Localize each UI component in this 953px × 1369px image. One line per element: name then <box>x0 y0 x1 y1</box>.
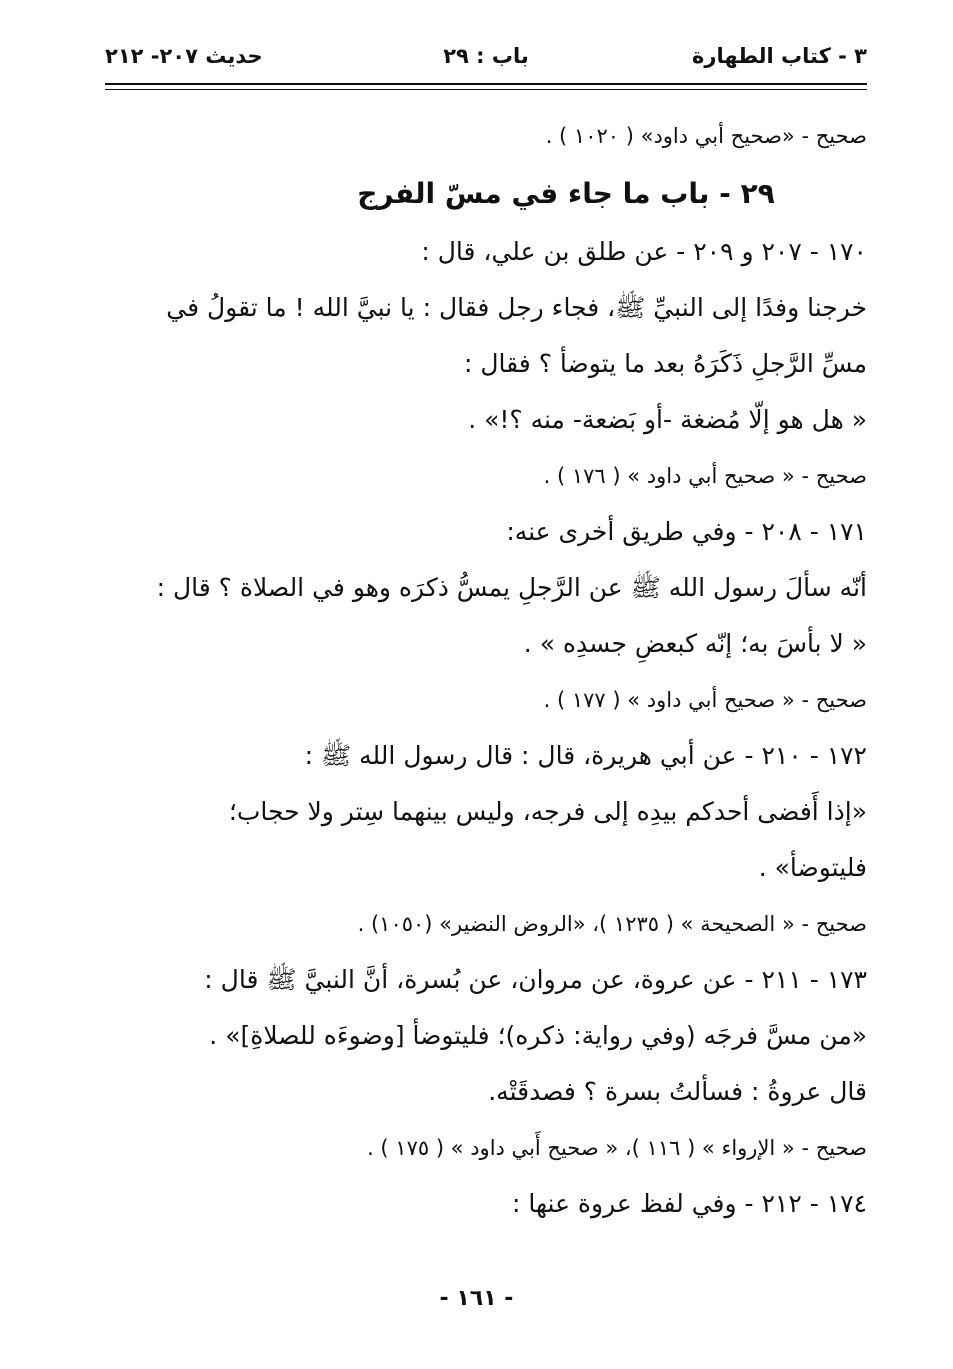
header-hadith-range: حديث ٢٠٧- ٢١٢ <box>105 44 263 68</box>
hadith-172-text-1: «إذا أَفضى أحدكم بيدِه إلى فرجه، وليس بينهما سِتر ولا حجاب؛ <box>228 797 867 826</box>
hadith-172-intro: ١٧٢ - ٢١٠ - عن أبي هريرة، قال : قال رسول الله ﷺ : <box>304 741 867 770</box>
section-heading: ٢٩ - باب ما جاء في مسّ الفرج <box>357 177 775 210</box>
hadith-174-intro: ١٧٤ - ٢١٢ - وفي لفظ عروة عنها : <box>512 1189 867 1218</box>
grading-line: صحيح - «صحيح أبي داود» ( ١٠٢٠ ) . <box>545 124 867 148</box>
hadith-170-text-3: « هل هو إلّا مُضغة -أو بَضعة- منه ؟!» . <box>468 405 867 434</box>
hadith-173-text-1: «من مسَّ فرجَه (وفي رواية: ذكره)؛ فليتوضأ [وضوءَه للصلاةِ]» . <box>209 1021 867 1050</box>
hadith-171-intro: ١٧١ - ٢٠٨ - وفي طريق أخرى عنه: <box>506 517 867 546</box>
header-rule-thick <box>105 83 867 85</box>
hadith-173-text-2: قال عروةُ : فسألتُ بسرة ؟ فصدقَتْه. <box>488 1077 867 1106</box>
grading-171: صحيح - « صحيح أبي داود » ( ١٧٧ ) . <box>543 688 867 712</box>
grading-172: صحيح - « الصحيحة » ( ١٢٣٥ )، «الروض النضير» (١٠٥٠) . <box>357 912 867 936</box>
page-number: - ١٦١ - <box>439 1286 514 1311</box>
grading-170: صحيح - « صحيح أبي داود » ( ١٧٦ ) . <box>543 464 867 488</box>
hadith-172-text-2: فليتوضأ» . <box>758 853 867 882</box>
hadith-170-intro: ١٧٠ - ٢٠٧ و ٢٠٩ - عن طلق بن علي، قال : <box>421 237 867 266</box>
header-section: باب : ٢٩ <box>443 44 529 68</box>
header-rule-thin <box>105 89 867 90</box>
page-body <box>105 108 867 1232</box>
hadith-173-intro: ١٧٣ - ٢١١ - عن عروة، عن مروان، عن بُسرة، أنَّ النبيَّ ﷺ قال : <box>204 965 867 994</box>
running-header <box>105 36 867 80</box>
hadith-170-text-1: خرجنا وفدًا إلى النبيِّ ﷺ، فجاء رجل فقال : يا نبيَّ الله ! ما تقولُ في <box>166 293 867 322</box>
hadith-171-text-2: « لا بأسَ به؛ إنّه كبعضِ جسدِه » . <box>523 629 867 658</box>
header-chapter: ٣ - كتاب الطهارة <box>691 44 867 68</box>
hadith-171-text-1: أنّه سألَ رسول الله ﷺ عن الرَّجلِ يمسُّ ذكرَه وهو في الصلاة ؟ قال : <box>156 573 867 602</box>
grading-173: صحيح - « الإرواء » ( ١١٦ )، « صحيح أَبي داود » ( ١٧٥ ) . <box>367 1136 867 1160</box>
hadith-170-text-2: مسِّ الرَّجلِ ذَكَرَهُ بعد ما يتوضأ ؟ فقال : <box>464 349 867 378</box>
